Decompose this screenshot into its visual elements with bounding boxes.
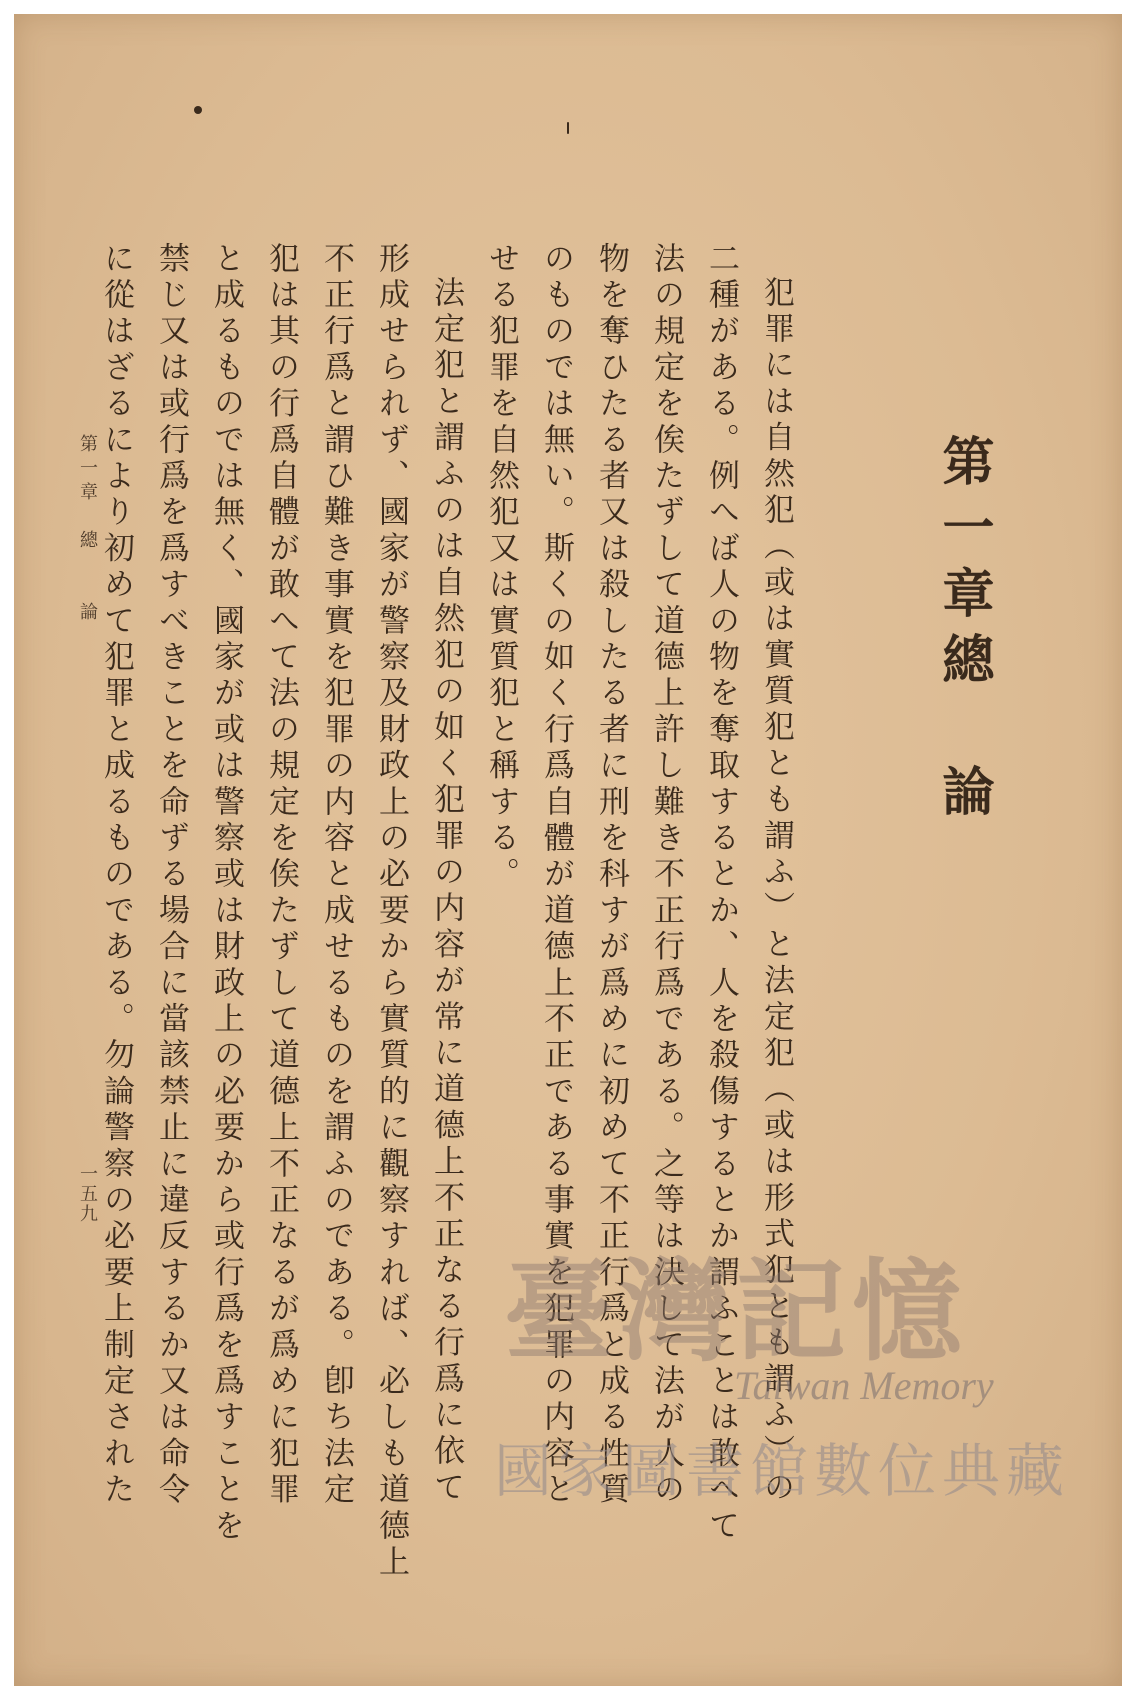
watermark	[494, 1224, 1071, 1554]
watermark-logo-text: 臺灣記憶	[504, 1247, 968, 1376]
text-column: のものでは無い。斯くの如く行爲自體が道德上不正である事實を犯罪の内容と	[538, 242, 574, 1509]
text-column: と成るものでは無く、國家が或は警察或は財政上の必要から或行爲を爲すことを	[208, 242, 244, 1546]
chapter-title: 第一章總 論	[933, 434, 994, 830]
text-column: に從はざるにより初めて犯罪と成るものである。勿論警察の必要上制定された	[98, 242, 134, 1509]
text-column: せる犯罪を自然犯又は實質犯と稱する。	[483, 242, 519, 894]
text-column: 犯罪には自然犯（或は實質犯とも謂ふ）と法定犯（或は形式犯とも謂ふ）の	[758, 276, 794, 1507]
ink-speck	[567, 122, 569, 134]
running-head: 第一章 總 論	[77, 434, 98, 626]
watermark-english: Taiwan Memory	[734, 1363, 994, 1408]
text-column: 二種がある。例へば人の物を奪取するとか、人を殺傷するとか謂ふことは敢へて	[703, 242, 739, 1546]
ink-speck	[194, 106, 202, 114]
text-column: 物を奪ひたる者又は殺したる者に刑を科すが爲めに初めて不正行爲と成る性質	[593, 242, 629, 1509]
page-number: 一五九	[77, 1164, 98, 1224]
text-column: 形成せられず、國家が警察及財政上の必要から實質的に觀察すれば、必しも道德上	[373, 242, 409, 1582]
book-page	[14, 14, 1122, 1686]
text-column: 法定犯と謂ふのは自然犯の如く犯罪の内容が常に道德上不正なる行爲に依て	[428, 276, 464, 1507]
watermark-subtitle: 國家圖書館數位典藏	[494, 1437, 1071, 1505]
text-column: 禁じ又は或行爲を爲すべきことを命ずる場合に當該禁止に違反するか又は命令	[153, 242, 189, 1509]
text-column: 法の規定を俟たずして道德上許し難き不正行爲である。之等は決して法が人の	[648, 242, 684, 1509]
text-column: 犯は其の行爲自體が敢へて法の規定を俟たずして道德上不正なるが爲めに犯罪	[263, 242, 299, 1509]
text-column: 不正行爲と謂ひ難き事實を犯罪の内容と成せるものを謂ふのである。卽ち法定	[318, 242, 354, 1509]
